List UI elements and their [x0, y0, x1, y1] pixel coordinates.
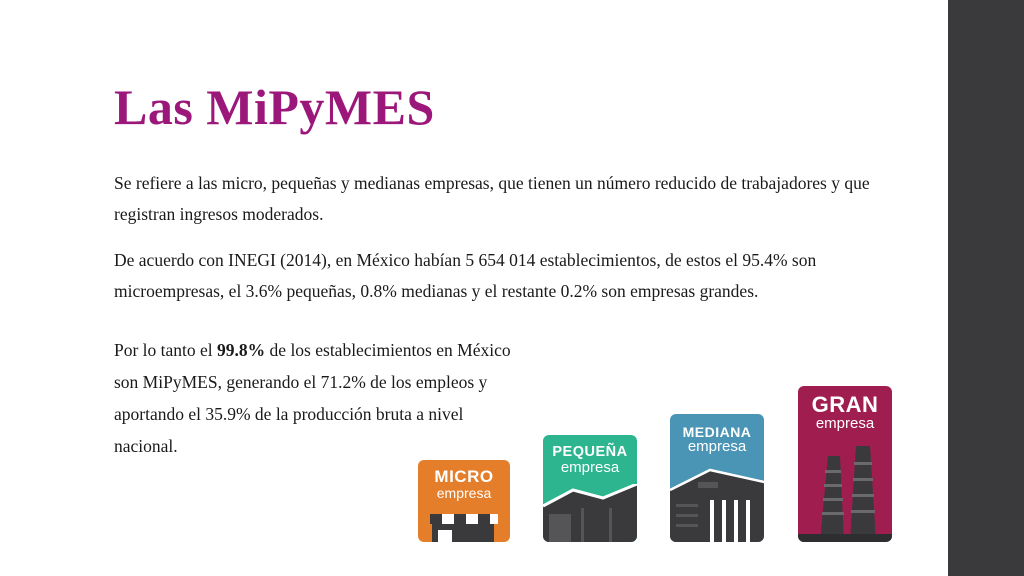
- gran-empresa-badge: [798, 386, 892, 542]
- definition-paragraph: Se refiere a las micro, pequeñas y medianas empresas, que tienen un número reducido de trabajadores y que registran ingresos moderados.: [114, 173, 870, 224]
- inegi-statistics-paragraph: De acuerdo con INEGI (2014), en México habían 5 654 014 establecimientos, de estos el 95.4% son microempresas, el 3.6% pequeñas, 0.8% medianas y el restante 0.2% son empresas grandes.: [114, 250, 817, 301]
- mediana-badge-subtitle: empresa: [687, 438, 747, 455]
- gran-badge-subtitle: empresa: [815, 415, 875, 432]
- highlight-percentage: 99.8%: [217, 340, 266, 360]
- mediana-badge-title: MEDIANA: [682, 424, 752, 440]
- pequena-empresa-badge: [543, 435, 637, 542]
- factory-icon: [798, 438, 892, 542]
- gran-badge-title: GRAN: [811, 392, 879, 417]
- micro-badge-label: [418, 468, 510, 500]
- shop-icon: [418, 508, 510, 542]
- mediana-empresa-badge: [670, 414, 764, 542]
- micro-empresa-badge: [418, 460, 510, 542]
- right-sidebar-band: [948, 0, 1024, 576]
- pequena-badge-label: [543, 445, 637, 475]
- office-building-icon: [670, 460, 764, 542]
- pequena-badge-subtitle: empresa: [560, 458, 620, 476]
- mediana-badge-label: [670, 425, 764, 454]
- micro-badge-subtitle: empresa: [436, 485, 492, 501]
- pequena-badge-title: PEQUEÑA: [552, 444, 628, 460]
- small-building-icon: [543, 484, 637, 542]
- micro-badge-title: MICRO: [434, 467, 494, 486]
- slide-title: Las MiPyMES: [114, 79, 435, 135]
- gran-badge-label: [798, 394, 892, 431]
- conclusion-text-start: Por lo tanto el: [114, 340, 218, 360]
- conclusion-text-end: de los establecimientos en México son MiPyMES, generando el 71.2% de los empleos y aportando el 35.9% de la producción bruta a nivel nacional.: [114, 340, 511, 456]
- conclusion-paragraph: [114, 334, 514, 462]
